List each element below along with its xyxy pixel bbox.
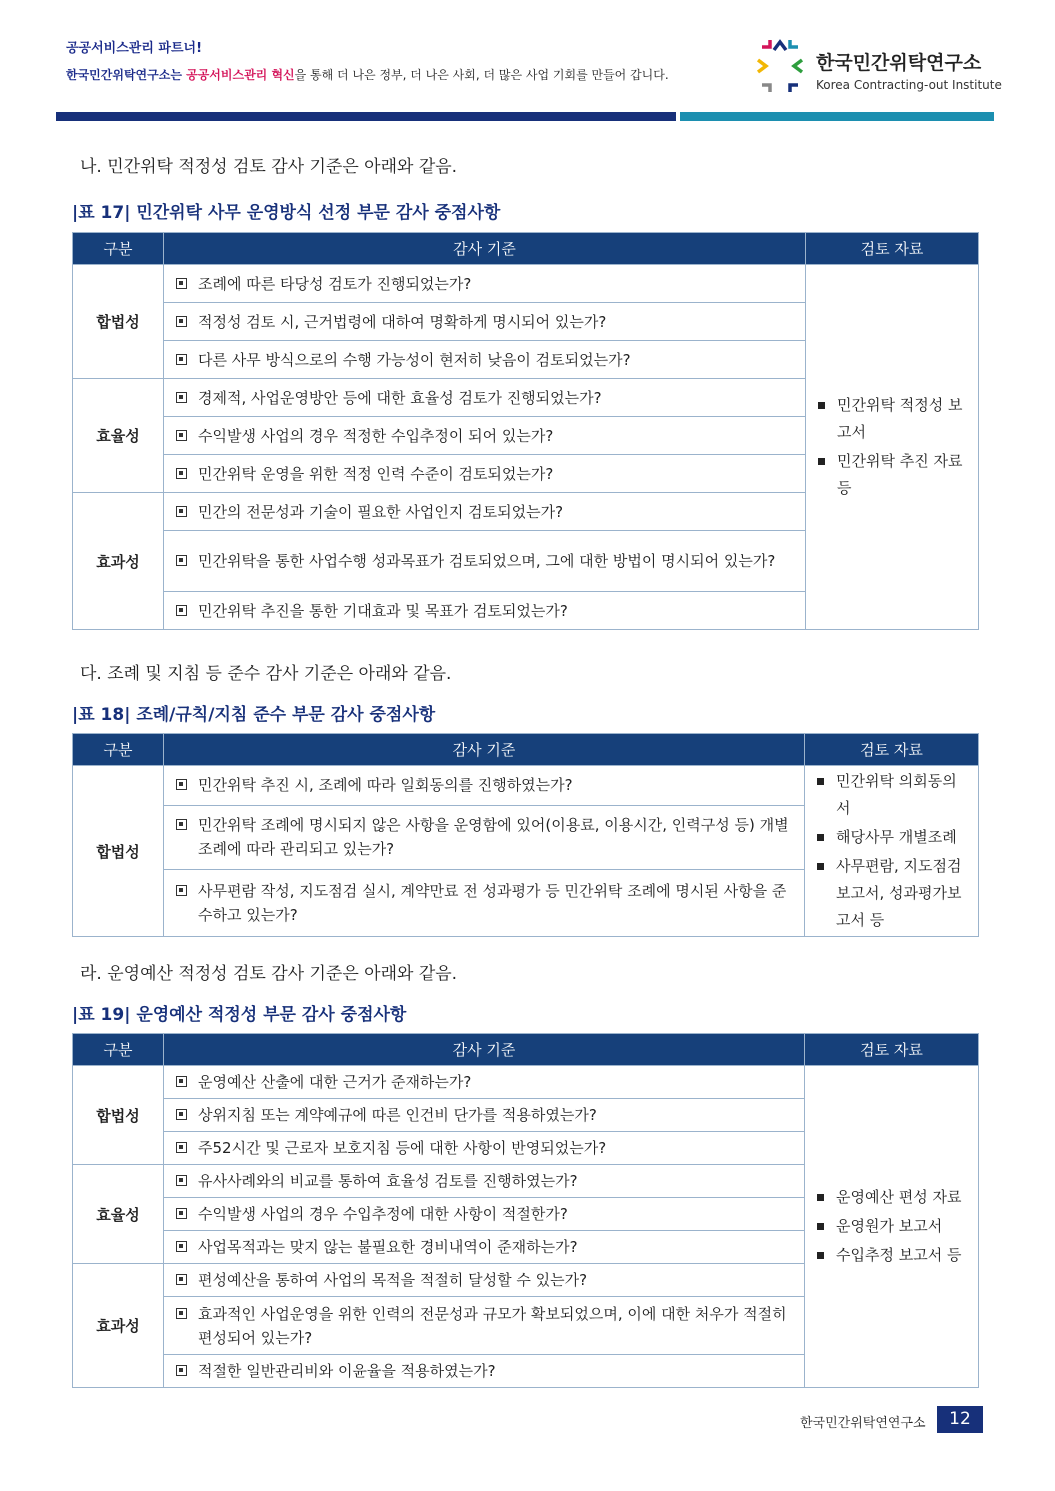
criteria-cell [164,265,806,303]
col-header-criteria: 감사 기준 [164,734,805,766]
material-item [815,1242,970,1269]
material-item [816,448,970,502]
checkbox-square-icon [176,468,187,479]
material-text: 민간위탁 적정성 보고서 [837,396,963,441]
logo-mark-icon [752,38,808,94]
checkbox-square-icon [176,819,187,830]
material-item [815,768,970,822]
table-header-row [73,233,979,265]
materials-cell [805,766,979,937]
criteria-text: 사무편람 작성, 지도점검 실시, 계약만료 전 성과평가 등 민간위탁 조례에 명시된 사항을 준수하고 있는가? [198,881,787,924]
checkbox-square-icon [176,316,187,327]
table-row [73,766,979,806]
material-text: 운영원가 보고서 [836,1217,943,1235]
table-row [73,265,979,303]
criteria-cell [164,869,805,936]
material-item [815,824,970,851]
slogan-org: 한국민간위탁연구소 [66,68,171,82]
material-text: 민간위탁 의회동의서 [836,772,957,817]
criteria-text: 경제적, 사업운영방안 등에 대한 효율성 검토가 진행되었는가? [198,388,602,407]
criteria-cell [164,805,805,869]
category-cell: 합법성 [73,766,164,937]
logo-english-name: Korea Contracting-out Institute [816,78,1002,92]
checkbox-square-icon [176,1208,187,1219]
checkbox-square-icon [176,392,187,403]
col-header-criteria: 감사 기준 [164,233,806,265]
square-bullet-icon [818,402,825,409]
square-bullet-icon [817,863,824,870]
criteria-cell [164,531,806,592]
category-cell: 합법성 [73,1066,164,1165]
criteria-text: 민간위탁을 통한 사업수행 성과목표가 검토되었으며, 그에 대한 방법이 명시되어 있는가? [198,552,776,570]
footer-org-name: 한국민간위탁연연구소 [800,1416,926,1431]
criteria-text: 민간의 전문성과 기술이 필요한 사업인지 검토되었는가? [198,502,564,521]
criteria-text: 효과적인 사업운영을 위한 인력의 전문성과 규모가 확보되었으며, 이에 대한 처우가 적절히 편성되어 있는가? [198,1304,787,1347]
category-cell: 효과성 [73,1264,164,1388]
criteria-text: 민간위탁 추진 시, 조례에 따라 일회동의를 진행하였는가? [198,776,573,795]
header-slogan [66,66,669,83]
table-19-caption: |표 19| 운영예산 적정성 부문 감사 중점사항 [72,1005,407,1025]
checkbox-square-icon [176,430,187,441]
criteria-cell [164,1198,805,1231]
material-text: 사무편람, 지도점검보고서, 성과평가보고서 등 [836,857,962,929]
table-19 [72,1033,979,1388]
col-header-criteria: 감사 기준 [164,1034,805,1066]
material-item [816,392,970,446]
material-text: 운영예산 편성 자료 [836,1188,962,1206]
category-cell: 효과성 [73,493,164,630]
criteria-text: 조례에 따른 타당성 검토가 진행되었는가? [198,274,472,293]
criteria-cell [164,1297,805,1355]
criteria-text: 상위지침 또는 계약예규에 따른 인건비 단가를 적용하였는가? [198,1106,597,1124]
table-17-caption: |표 17| 민간위탁 사무 운영방식 선정 부문 감사 중점사항 [72,203,501,223]
criteria-cell [164,1165,805,1198]
section-heading-da: 다. 조례 및 지침 등 준수 감사 기준은 아래와 같음. [80,664,452,684]
material-text: 수입추정 보고서 등 [836,1246,962,1264]
checkbox-square-icon [176,1175,187,1186]
criteria-cell [164,303,806,341]
criteria-cell [164,766,805,806]
material-item [815,1213,970,1240]
material-item [815,853,970,934]
materials-cell [805,1066,979,1388]
criteria-text: 수익발생 사업의 경우 수입추정에 대한 사항이 적절한가? [198,1205,568,1223]
header-tagline: 공공서비스관리 파트너! [66,41,203,56]
criteria-text: 수익발생 사업의 경우 적정한 수입추정이 되어 있는가? [198,426,554,445]
square-bullet-icon [817,1194,824,1201]
institute-logo [752,38,1002,94]
criteria-text: 적절한 일반관리비와 이윤율을 적용하였는가? [198,1362,496,1380]
criteria-text: 주52시간 및 근로자 보호지침 등에 대한 사항이 반영되었는가? [198,1139,607,1157]
category-cell: 효율성 [73,1165,164,1264]
checkbox-square-icon [176,1308,187,1319]
criteria-cell [164,1231,805,1264]
col-header-materials: 검토 자료 [805,1034,979,1066]
criteria-cell [164,493,806,531]
criteria-text: 민간위탁 운영을 위한 적정 인력 수준이 검토되었는가? [198,464,554,483]
checkbox-square-icon [176,1109,187,1120]
criteria-text: 적정성 검토 시, 근거법령에 대하여 명확하게 명시되어 있는가? [198,312,607,331]
criteria-cell [164,341,806,379]
criteria-text: 유사사례와의 비교를 통하여 효율성 검토를 진행하였는가? [198,1172,578,1190]
table-header-row [73,1034,979,1066]
slogan-mid: 는 [170,68,187,82]
col-header-materials: 검토 자료 [805,734,979,766]
category-cell: 효율성 [73,379,164,493]
criteria-cell [164,455,806,493]
criteria-cell [164,1066,805,1099]
logo-name: 한국민간위탁연구소 [816,52,982,74]
table-header-row [73,734,979,766]
criteria-cell [164,1099,805,1132]
square-bullet-icon [817,1252,824,1259]
material-text: 해당사무 개별조례 [836,828,957,846]
checkbox-square-icon [176,605,187,616]
square-bullet-icon [817,1223,824,1230]
criteria-text: 편성예산을 통하여 사업의 목적을 적절히 달성할 수 있는가? [198,1271,588,1289]
material-item [815,1184,970,1211]
col-header-category: 구분 [73,734,164,766]
checkbox-square-icon [176,779,187,790]
checkbox-square-icon [176,1076,187,1087]
square-bullet-icon [817,778,824,785]
checkbox-square-icon [176,278,187,289]
criteria-cell [164,1264,805,1297]
criteria-text: 사업목적과는 맞지 않는 불필요한 경비내역이 준재하는가? [198,1238,578,1256]
table-row [73,1066,979,1099]
checkbox-square-icon [176,354,187,365]
slogan-end: 을 통해 더 나은 정부, 더 나은 사회, 더 많은 사업 기회를 만들어 갑니다. [294,68,669,82]
checkbox-square-icon [176,1241,187,1252]
table-17 [72,232,979,630]
col-header-category: 구분 [73,1034,164,1066]
materials-cell [806,265,979,630]
square-bullet-icon [817,834,824,841]
criteria-cell [164,1132,805,1165]
checkbox-square-icon [176,506,187,517]
criteria-text: 다른 사무 방식으로의 수행 가능성이 현저히 낮음이 검토되었는가? [198,350,631,369]
checkbox-square-icon [176,1365,187,1376]
section-heading-na: 나. 민간위탁 적정성 검토 감사 기준은 아래와 같음. [80,157,458,177]
checkbox-square-icon [176,555,187,566]
criteria-text: 운영예산 산출에 대한 근거가 준재하는가? [198,1073,472,1091]
category-cell: 합법성 [73,265,164,379]
slogan-highlight: 공공서비스관리 혁신 [186,68,295,82]
header-band-dark [56,112,676,121]
criteria-text: 민간위탁 조례에 명시되지 않은 사항을 운영함에 있어(이용료, 이용시간, 인력구성 등) 개별 조례에 따라 관리되고 있는가? [198,816,789,859]
table-18-caption: |표 18| 조례/규칙/지침 준수 부문 감사 중점사항 [72,705,436,725]
header-band-light [680,112,994,121]
checkbox-square-icon [176,885,187,896]
criteria-cell [164,1355,805,1388]
table-18 [72,733,979,937]
criteria-cell [164,417,806,455]
square-bullet-icon [818,458,825,465]
page-number: 12 [937,1406,983,1433]
material-text: 민간위탁 추진 자료 등 [837,452,963,497]
checkbox-square-icon [176,1142,187,1153]
checkbox-square-icon [176,1274,187,1285]
col-header-materials: 검토 자료 [806,233,979,265]
criteria-text: 민간위탁 추진을 통한 기대효과 및 목표가 검토되었는가? [198,601,568,620]
criteria-cell [164,379,806,417]
criteria-cell [164,592,806,630]
section-heading-ra: 라. 운영예산 적정성 검토 감사 기준은 아래와 같음. [80,964,458,984]
col-header-category: 구분 [73,233,164,265]
